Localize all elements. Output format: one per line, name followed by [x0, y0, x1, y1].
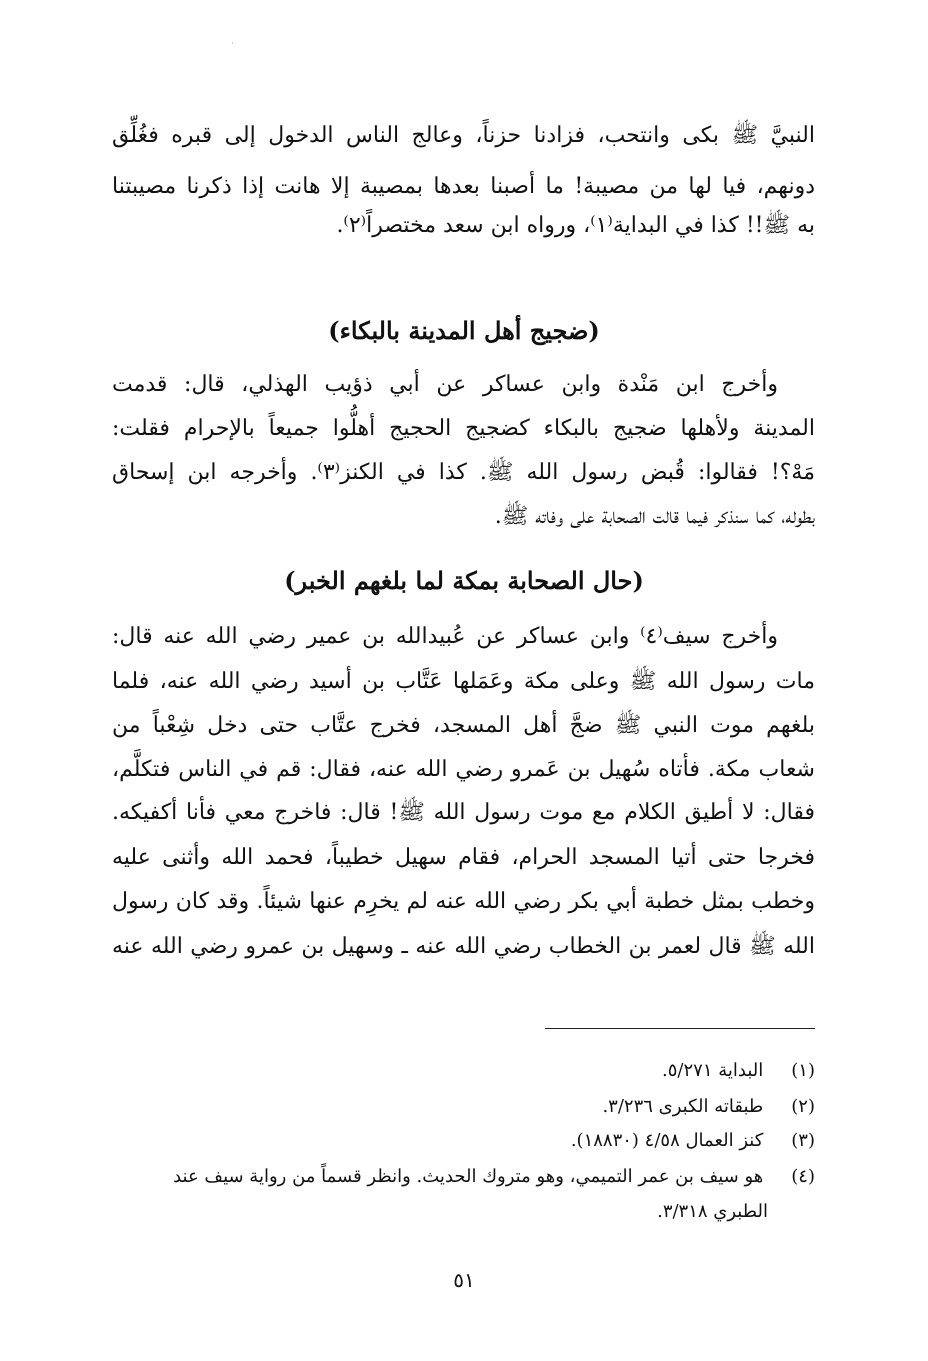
- section2-line-1: وأخرج سيف⁽٤⁾ وابن عساكر عن عُبيدالله بن عمير رضي الله عنه قال:: [112, 624, 779, 649]
- section-heading-1: (ضجيج أهل المدينة بالبكاء): [328, 316, 600, 345]
- section2-line-5: فقال: لا أطيق الكلام مع موت رسول الله ﷺ! قال: فاخرج معي فأنا أكفيكه.: [112, 800, 815, 825]
- section2-line-7: وخطب بمثل خطبة أبي بكر رضي الله عنه لم يخرِم عنها شيئاً. وقد كان رسول: [112, 889, 815, 914]
- section1-line-2: المدينة ولأهلها ضجيج بالبكاء كضجيج الحجيج أهلُّوا جميعاً بالإحرام فقلت:: [112, 416, 815, 441]
- footnote-1: [112, 1057, 815, 1085]
- scan-speck: [232, 42, 233, 44]
- section2-line-2: مات رسول الله ﷺ وعلى مكة وعَمَلها عَتَّاب بن أسيد رضي الله عنه، فلما: [112, 669, 815, 694]
- footnote-text: كنز العمال ٤/٥٨ (١٨٨٣٠).: [570, 1130, 764, 1151]
- intro-line-2: دونهم، فيا لها من مصيبة! ما أصبنا بعدها بمصيبة إلا هانت إذا ذكرنا مصيبتنا: [112, 174, 815, 199]
- footnote-text: هو سيف بن عمر التميمي، وهو متروك الحديث. وانظر قسماً من رواية سيف عند: [173, 1166, 764, 1187]
- intro-line-3: به ﷺ!! كذا في البداية⁽١⁾، ورواه ابن سعد مختصراً⁽٢⁾.: [336, 213, 815, 238]
- footnote-number: (٢): [791, 1096, 815, 1117]
- footnote-number: (٤): [791, 1166, 815, 1187]
- section-heading-2: (حال الصحابة بمكة لما بلغهم الخبر): [284, 566, 644, 595]
- footnote-4-continuation: الطبري ٣/٣١٨.: [657, 1201, 768, 1222]
- section2-line-3: بلغهم موت النبي ﷺ ضجَّ أهل المسجد، فخرج عتَّاب حتى دخل شِعْباً من: [112, 713, 815, 738]
- footnote-number: (٣): [791, 1130, 815, 1151]
- footnote-number: (١): [791, 1060, 815, 1081]
- section1-line-3: مَهْ؟! فقالوا: قُبض رسول الله ﷺ. كذا في الكنز⁽٣⁾. وأخرجه ابن إسحاق: [112, 460, 816, 485]
- footnote-2: [112, 1093, 815, 1121]
- footnote-3: [112, 1127, 815, 1155]
- footnote-text: البداية ٥/٢٧١.: [662, 1060, 764, 1081]
- footnote-text: طبقاته الكبرى ٣/٢٣٦.: [602, 1096, 764, 1117]
- section2-line-4: شعاب مكة. فأتاه سُهيل بن عَمرو رضي الله عنه، فقال: قم في الناس فتكلَّم،: [112, 757, 815, 782]
- section1-line-1: وأخرج ابن مَنْدة وابن عساكر عن أبي ذؤيب الهذلي، قال: قدمت: [112, 372, 778, 397]
- footnote-4: [112, 1163, 815, 1191]
- section2-line-6: فخرجا حتى أتيا المسجد الحرام، فقام سهيل خطيباً، فحمد الله وأثنى عليه: [112, 845, 815, 870]
- section2-line-8: الله ﷺ قال لعمر بن الخطاب رضي الله عنه ـ وسهيل بن عمرو رضي الله عنه: [112, 934, 815, 959]
- section1-line-4: بطوله، كما سنذكر فيما قالت الصحابة على وفاته ﷺ.: [494, 504, 815, 529]
- intro-line-1: النبيَّ ﷺ بكى وانتحب، فزادنا حزناً، وعالج الناس الدخول إلى قبره فغُلِّق: [112, 123, 815, 148]
- footnote-separator: [545, 1028, 815, 1029]
- page-number: ٥١: [453, 1268, 475, 1292]
